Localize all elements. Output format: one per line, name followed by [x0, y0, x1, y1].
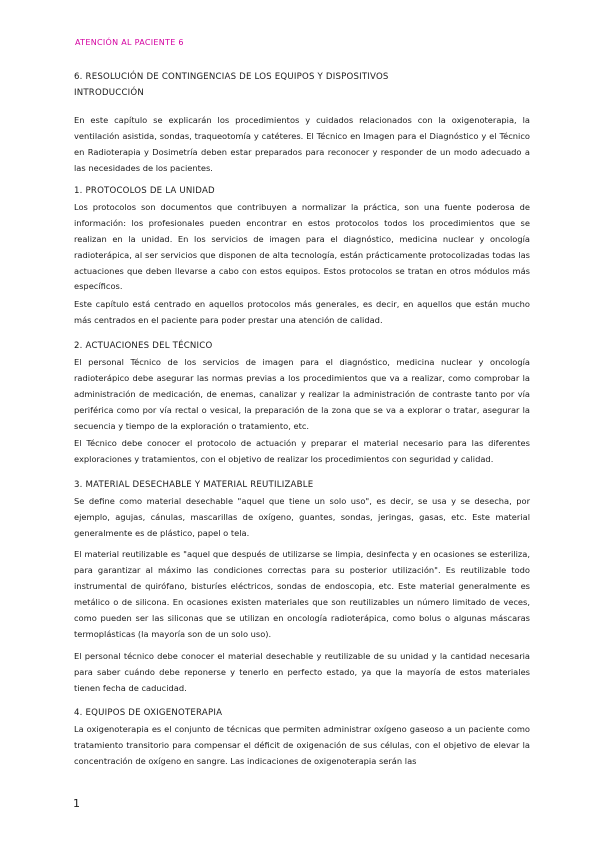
section-material-cont-1 — [74, 547, 530, 642]
section-paragraph: Este capítulo está centrado en aquellos protocolos más generales, es decir, en aquellos que están mucho más centrados en el paciente para poder prestar una atención de calidad. — [74, 299, 530, 325]
section-material-cont-2 — [74, 649, 530, 697]
running-header: ATENCIÓN AL PACIENTE 6 — [75, 38, 184, 47]
section-paragraph: La oxigenoterapia es el conjunto de técnicas que permiten administrar oxígeno gaseoso a un paciente como tratamiento transitorio para compensar el déficit de oxigenación de sus células, con el objetivo de elevar la concentración de oxígeno en sangre. Las indicaciones de oxigenoterapia serán las — [74, 723, 530, 766]
section-heading: 1. PROTOCOLOS DE LA UNIDAD — [74, 186, 215, 196]
section-heading: 4. EQUIPOS DE OXIGENOTERAPIA — [74, 708, 223, 718]
section-protocolos-cont — [74, 297, 530, 329]
section-paragraph: El personal Técnico de los servicios de imagen para el diagnóstico, medicina nuclear y oncología radioterápico debe asegurar las normas previas a los procedimientos que va a realizar, como comprobar la administración de medicación, de enemas, canalizar y realizar la administración de contraste tanto por vía periférica como por vía rectal o vesical, la preparación de la zona que se va a explorar o tratar, asegurar la secuencia y tiempo de la exploración o tratamiento, etc. — [74, 356, 530, 431]
chapter-title-block — [74, 70, 530, 102]
intro-paragraph: En este capítulo se explicarán los procedimientos y cuidados relacionados con la oxigenoterapia, la ventilación asistida, sondas, traqueotomía y catéteres. El Técnico en Imagen para el Diagnóstico y el Técnico en Radioterapia y Dosimetría deben estar preparados para reconocer y responder de un modo adecuado a las necesidades de los pacientes. — [74, 115, 530, 173]
section-actuaciones-cont — [74, 436, 530, 468]
chapter-subtitle: INTRODUCCIÓN — [74, 87, 144, 98]
section-actuaciones — [74, 339, 530, 434]
section-paragraph: Se define como material desechable "aquel que tiene un solo uso", es decir, se usa y se desecha, por ejemplo, agujas, cánulas, mascarillas de oxígeno, guantes, sondas, jeringas, gasas, etc. Este material generalmente es de plástico, papel o tela. — [74, 495, 530, 538]
section-heading: 3. MATERIAL DESECHABLE Y MATERIAL REUTILIZABLE — [74, 480, 314, 490]
section-paragraph: Los protocolos son documentos que contribuyen a normalizar la práctica, son una fuente poderosa de información: los profesionales pueden encontrar en estos protocolos todos los procedimientos que se realizan en la unidad. En los servicios de imagen para el diagnóstico, medicina nuclear y oncología radioterápica, al ser servicios que disponen de alta tecnología, están prácticamente protocolizadas todas las actuaciones que deben llevarse a cabo con estos equipos. Estos protocolos se tratan en otros módulos más específicos. — [74, 201, 530, 292]
section-oxigenoterapia — [74, 706, 530, 770]
section-paragraph: El personal técnico debe conocer el material desechable y reutilizable de su unidad y la cantidad necesaria para saber cuándo debe reponerse y tenerlo en perfecto estado, ya que la mayoría de estos materiales tienen fecha de caducidad. — [74, 651, 530, 693]
section-heading: 2. ACTUACIONES DEL TÉCNICO — [74, 341, 213, 351]
section-protocolos — [74, 184, 530, 295]
section-paragraph: El material reutilizable es "aquel que después de utilizarse se limpia, desinfecta y en ocasiones se esteriliza, para garantizar al máximo las condiciones correctas para su posterior utilización". Es reutilizable todo instrumental de quirófano, bisturíes eléctricos, sondas de endoscopia, etc. Este material generalmente es metálico o de silicona. En ocasiones existen materiales que son reutilizables un número limitado de veces, como pueden ser las siliconas que se utilizan en oncología radioterápica, como bolus o algunas máscaras termoplásticas (la mayoría son de un solo uso). — [74, 549, 530, 639]
section-paragraph: El Técnico debe conocer el protocolo de actuación y preparar el material necesario para las diferentes exploraciones y tratamientos, con el objetivo de realizar los procedimientos con seguridad y calidad. — [74, 438, 530, 464]
page-number: 1 — [73, 797, 80, 810]
chapter-title: 6. RESOLUCIÓN DE CONTINGENCIAS DE LOS EQUIPOS Y DISPOSITIVOS — [74, 72, 389, 82]
section-material — [74, 478, 530, 542]
intro-paragraph-block — [74, 113, 530, 177]
